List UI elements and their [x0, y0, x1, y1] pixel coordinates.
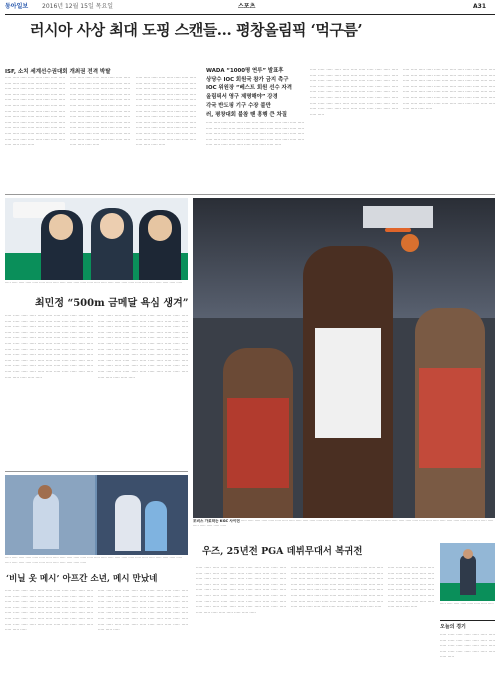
golfer-caption: ····· ····· ····· ····· ····· ····· ····· ·····: [440, 602, 494, 606]
subhead-line: IOC 위원장 “베스트 회원 선수 자격: [206, 85, 292, 92]
messi-photo: [5, 475, 188, 555]
header-rule: [5, 14, 495, 15]
page-header: [0, 0, 500, 14]
story1-headline: 최민정 “500m 금메달 욕심 생겨”: [35, 298, 189, 309]
story1-body-col2: ····· ····· ····· ····· ····· ····· ····· ····· ····· ····· ····· ····· ····· ····· ····· ····· ····· ····· ····· ····· ····· ····· ····· ····· ····· ····· ····· ····· ····· ····· ····· ····· ····· ····· ····· ····· ····· ····· ····· ····· ····· ····· ····· ····· ····· ····· ····· ····· ····· ····· ····· ····· ····· ····· ····· ····· ····· ····· ····· ····· ····· ····· ····· ····· ····· ····· ····· ····· ····· ····· ····· ····· ····· ····· ····· ····· ····· ····· ····· ····· ····· ····· ····· ····· ····· ····· ····· ····· ····· ····· ····· ····· ····· ····· ····· ····· ····· ····· ····· ····· ····· ····· ····· ····· ····· ····· ····· ····· ····· ····· ····· ····· ····· ····· ····· ····· ····· ····· ····· ····· ····· ····· ····· ····· ····· ·····: [98, 313, 188, 380]
basketball-photo: [193, 198, 495, 518]
subhead-line: WADA “1000명 연루” 발표후: [206, 68, 284, 74]
basketball-hoop: [385, 228, 411, 232]
main-subhead: ISF, 소치 세계선수권대회 개최권 전격 박탈: [5, 69, 111, 75]
messi-caption: ····· ····· ····· ····· ····· ····· ····· ····· ····· ····· ····· ····· ····· ····· ····· ····· ····· ····· ····· ····· ····· ····· ····· ····· ····· ····· ····· ····· ····· ····· ····· ····· ····· ····· ····· ····· ····· ·····: [5, 556, 183, 565]
player-center-jersey: [315, 328, 381, 438]
section-rule: [5, 194, 495, 195]
todays-games-box: [440, 620, 495, 687]
main-body-col2: ····· ····· ····· ····· ····· ····· ····· ····· ····· ····· ····· ····· ····· ····· ····· ····· ····· ····· ····· ····· ····· ····· ····· ····· ····· ····· ····· ····· ····· ····· ····· ····· ····· ····· ····· ····· ····· ····· ····· ····· ····· ····· ····· ····· ····· ····· ····· ····· ····· ····· ····· ····· ····· ····· ····· ····· ····· ····· ····· ····· ····· ····· ····· ····· ····· ····· ····· ····· ····· ····· ····· ····· ····· ····· ····· ····· ····· ····· ····· ····· ····· ····· ····· ····· ····· ····· ····· ····· ····· ····· ····· ····· ····· ····· ····· ····· ····· ····· ····· ·····: [70, 75, 130, 148]
skater-2-face: [100, 213, 124, 239]
player-left-jersey: [227, 398, 289, 488]
main-body-col1: ····· ····· ····· ····· ····· ····· ····· ····· ····· ····· ····· ····· ····· ····· ····· ····· ····· ····· ····· ····· ····· ····· ····· ····· ····· ····· ····· ····· ····· ····· ····· ····· ····· ····· ····· ····· ····· ····· ····· ····· ····· ····· ····· ····· ····· ····· ····· ····· ····· ····· ····· ····· ····· ····· ····· ····· ····· ····· ····· ····· ····· ····· ····· ····· ····· ····· ····· ····· ····· ····· ····· ····· ····· ····· ····· ····· ····· ····· ····· ····· ····· ····· ····· ····· ····· ····· ····· ····· ····· ····· ····· ····· ····· ····· ····· ····· ····· ····· ····· ·····: [5, 75, 65, 148]
basketball: [401, 234, 419, 252]
golfer-figure: [460, 555, 476, 595]
subhead-line: 올림픽서 영구 제명해야” 강경: [206, 94, 278, 101]
paper-name: 동아일보: [5, 3, 29, 10]
boy-figure: [33, 493, 59, 549]
golfer-face: [463, 549, 473, 559]
subhead-line: 상당수 IOC 회원국 참가 금지 촉구: [206, 76, 289, 83]
subhead-line: 각국 반도핑 기구 수장 불만: [206, 102, 271, 109]
subhead-line: 러, 평창대회 불참 땐 흥행 큰 차질: [206, 111, 288, 118]
story-divider: [5, 471, 188, 472]
skaters-caption: ····· ····· ····· ····· ····· ····· ····· ····· ····· ····· ····· ····· ····· ····· ····· ····· ····· ····· ····· ····· ····· ····· ····· ····· ····· ·····: [5, 281, 183, 285]
issue-date: 2016년 12월 15일 목요일: [42, 3, 114, 10]
story2-body-col1: ····· ····· ····· ····· ····· ····· ····· ····· ····· ····· ····· ····· ····· ····· ····· ····· ····· ····· ····· ····· ····· ····· ····· ····· ····· ····· ····· ····· ····· ····· ····· ····· ····· ····· ····· ····· ····· ····· ····· ····· ····· ····· ····· ····· ····· ····· ····· ····· ····· ····· ····· ····· ····· ····· ····· ····· ····· ····· ····· ····· ····· ····· ····· ····· ····· ····· ····· ····· ····· ····· ····· ····· ····· ····· ····· ····· ····· ····· ····· ·····: [5, 588, 93, 633]
story3-headline: 우즈, 25년전 PGA 데뷔무대서 복귀전: [202, 546, 363, 557]
story2-headline: ‘비닐 옷 메시’ 아프간 소년, 메시 만났네: [6, 574, 158, 584]
skaters-photo: [5, 198, 188, 280]
main-body-col5: ····· ····· ····· ····· ····· ····· ····· ····· ····· ····· ····· ····· ····· ····· ····· ····· ····· ····· ····· ····· ····· ····· ····· ····· ····· ····· ····· ····· ····· ····· ····· ····· ····· ····· ····· ····· ····· ····· ····· ····· ····· ····· ····· ····· ····· ····· ····· ····· ····· ····· ····· ····· ····· ····· ····· ····· ····· ····· ····· ····· ····· ····· ····· ····· ····· ····· ····· ····· ····· ····· ····· ····· ····· ····· ····· ····· ····· ····· ····· ····· ····· ····· ····· ····· ····· ····· ····· ····· ····· ·····: [310, 67, 398, 117]
messi-figure: [115, 495, 141, 551]
todays-games-list: ····· ····· ····· ····· ····· ····· ····· ····· ····· ····· ····· ····· ····· ····· ····· ····· ····· ····· ····· ····· ····· ····· ····· ····· ····· ····· ····· ····· ····· ·····: [440, 632, 495, 660]
main-body-col4: ····· ····· ····· ····· ····· ····· ····· ····· ····· ····· ····· ····· ····· ····· ····· ····· ····· ····· ····· ····· ····· ····· ····· ····· ····· ····· ····· ····· ····· ····· ····· ····· ····· ····· ····· ····· ····· ····· ····· ····· ····· ····· ····· ····· ····· ····· ····· ····· ····· ····· ····· ····· ····· ····· ····· ····· ····· ····· ····· ····· ····· ·····: [206, 120, 304, 148]
page-number: A31: [473, 3, 486, 10]
player-right-jersey: [419, 368, 481, 468]
boy-face: [38, 485, 52, 499]
story3-body-col2: ····· ····· ····· ····· ····· ····· ····· ····· ····· ····· ····· ····· ····· ····· ····· ····· ····· ····· ····· ····· ····· ····· ····· ····· ····· ····· ····· ····· ····· ····· ····· ····· ····· ····· ····· ····· ····· ····· ····· ····· ····· ····· ····· ····· ····· ····· ····· ····· ····· ····· ····· ····· ····· ····· ····· ····· ····· ····· ····· ····· ····· ····· ····· ····· ····· ····· ····· ····· ····· ····· ····· ····· ····· ····· ····· ····· ····· ····· ····· ····· ····· ····· ····· ····· ····· ····· ····· ····· ····· ····· ····· ····· ····· ····· ····· ·····: [291, 565, 383, 610]
story3-body-col3: ····· ····· ····· ····· ····· ····· ····· ····· ····· ····· ····· ····· ····· ····· ····· ····· ····· ····· ····· ····· ····· ····· ····· ····· ····· ····· ····· ····· ····· ····· ····· ····· ····· ····· ····· ····· ····· ····· ····· ····· ····· ····· ····· ····· ····· ·····: [388, 565, 434, 610]
section-name: 스포츠: [238, 3, 256, 10]
story2-body-col2: ····· ····· ····· ····· ····· ····· ····· ····· ····· ····· ····· ····· ····· ····· ····· ····· ····· ····· ····· ····· ····· ····· ····· ····· ····· ····· ····· ····· ····· ····· ····· ····· ····· ····· ····· ····· ····· ····· ····· ····· ····· ····· ····· ····· ····· ····· ····· ····· ····· ····· ····· ····· ····· ····· ····· ····· ····· ····· ····· ····· ····· ····· ····· ····· ····· ····· ····· ····· ····· ····· ····· ····· ····· ····· ····· ····· ····· ····· ····· ·····: [98, 588, 188, 633]
story1-body-col1: ····· ····· ····· ····· ····· ····· ····· ····· ····· ····· ····· ····· ····· ····· ····· ····· ····· ····· ····· ····· ····· ····· ····· ····· ····· ····· ····· ····· ····· ····· ····· ····· ····· ····· ····· ····· ····· ····· ····· ····· ····· ····· ····· ····· ····· ····· ····· ····· ····· ····· ····· ····· ····· ····· ····· ····· ····· ····· ····· ····· ····· ····· ····· ····· ····· ····· ····· ····· ····· ····· ····· ····· ····· ····· ····· ····· ····· ····· ····· ····· ····· ····· ····· ····· ····· ····· ····· ····· ····· ····· ····· ····· ····· ····· ····· ····· ····· ····· ····· ····· ····· ····· ····· ····· ····· ····· ····· ····· ····· ····· ····· ····· ····· ····· ····· ····· ····· ····· ····· ····· ····· ····· ····· ····· ····· ·····: [5, 313, 93, 380]
main-body-col3: ····· ····· ····· ····· ····· ····· ····· ····· ····· ····· ····· ····· ····· ····· ····· ····· ····· ····· ····· ····· ····· ····· ····· ····· ····· ····· ····· ····· ····· ····· ····· ····· ····· ····· ····· ····· ····· ····· ····· ····· ····· ····· ····· ····· ····· ····· ····· ····· ····· ····· ····· ····· ····· ····· ····· ····· ····· ····· ····· ····· ····· ····· ····· ····· ····· ····· ····· ····· ····· ····· ····· ····· ····· ····· ····· ····· ····· ····· ····· ····· ····· ····· ····· ····· ····· ····· ····· ····· ····· ····· ····· ····· ····· ····· ····· ····· ····· ····· ····· ·····: [136, 75, 196, 148]
photo-right-panel: [97, 475, 188, 555]
story3-body-col1: ····· ····· ····· ····· ····· ····· ····· ····· ····· ····· ····· ····· ····· ····· ····· ····· ····· ····· ····· ····· ····· ····· ····· ····· ····· ····· ····· ····· ····· ····· ····· ····· ····· ····· ····· ····· ····· ····· ····· ····· ····· ····· ····· ····· ····· ····· ····· ····· ····· ····· ····· ····· ····· ····· ····· ····· ····· ····· ····· ····· ····· ····· ····· ····· ····· ····· ····· ····· ····· ····· ····· ····· ····· ····· ····· ····· ····· ····· ····· ····· ····· ····· ····· ····· ····· ····· ····· ····· ····· ····· ····· ····· ····· ····· ····· ·····: [196, 565, 286, 615]
skater-1-face: [49, 214, 73, 240]
golfer-photo: [440, 543, 495, 601]
basketball-caption: 모비스 가로막는 KGC 사이먼 ····· ····· ····· ····· ····· ····· ····· ····· ····· ····· ····· ····· ····· ····· ····· ····· ····· ····· ····· ····· ····· ····· ····· ····· ····· ····· ····· ····· ····· ····· ····· ····· ····· ····· ····· ····· ····· ····· ····· ····· ····· ·····: [193, 519, 494, 528]
todays-games-title: 오늘의 경기: [440, 624, 466, 630]
backboard: [363, 206, 433, 228]
main-headline: 러시아 사상 최대 도핑 스캔들… 평창올림픽 ‘먹구름’: [30, 21, 363, 39]
child-figure: [145, 501, 167, 551]
main-right-subheads: [206, 67, 306, 119]
skater-3-face: [148, 215, 172, 241]
main-body-col6: ····· ····· ····· ····· ····· ····· ····· ····· ····· ····· ····· ····· ····· ····· ····· ····· ····· ····· ····· ····· ····· ····· ····· ····· ····· ····· ····· ····· ····· ····· ····· ····· ····· ····· ····· ····· ····· ····· ····· ····· ····· ····· ····· ····· ····· ····· ····· ····· ····· ····· ····· ····· ····· ····· ····· ····· ····· ····· ····· ····· ····· ····· ····· ····· ····· ····· ····· ····· ····· ····· ····· ····· ····· ····· ····· ····· ····· ····· ····· ····· ····· ····· ····· ····· ····· ····· ····· ·····: [403, 67, 495, 112]
basketball-caption-title: 모비스 가로막는 KGC 사이먼: [193, 519, 240, 523]
